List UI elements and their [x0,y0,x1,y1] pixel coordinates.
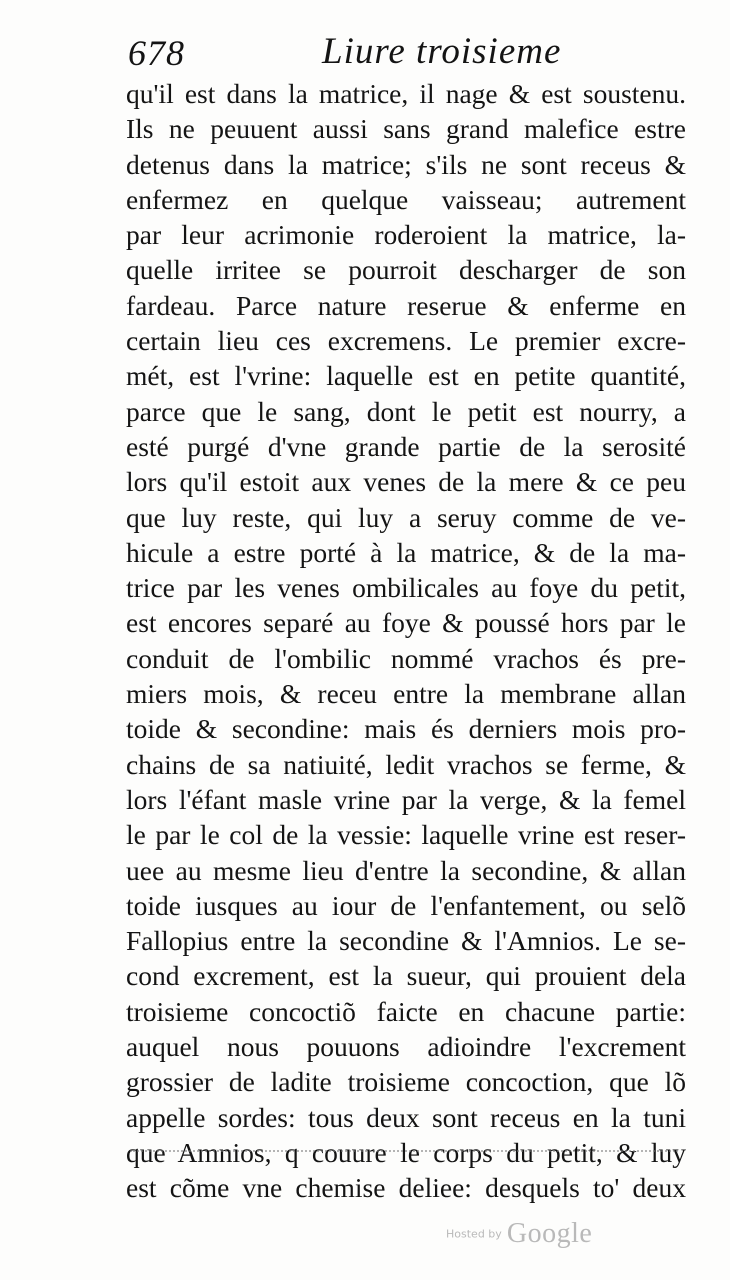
running-head: Liure troisieme [322,31,562,72]
text-line: qu'il est dans la matrice, il nage & est soustenu. [126,78,686,109]
text-line: lors l'éfant masle vrine par la verge, & la femel [126,783,686,815]
bottom-rule [130,1150,678,1154]
text-line: hicule a estre porté à la matrice, & de la ma- [126,536,686,568]
watermark-prefix: Hosted by [446,1227,502,1241]
text-line: fardeau. Parce nature reserue & enferme en [126,289,686,321]
hosted-by-watermark [446,1218,592,1250]
text-line: lors qu'il estoit aux venes de la mere & ce peu [126,466,686,498]
text-line: certain lieu ces excremens. Le premier excre- [126,325,686,357]
text-line: chains de sa natiuité, ledit vrachos se ferme, & [126,748,686,780]
body-text [126,76,686,1206]
text-line: grossier de ladite troisieme concoction, que lõ [126,1066,686,1098]
text-line: auquel nous pouuons adioindre l'excrement [126,1031,686,1063]
text-line: trice par les venes ombilicales au foye du petit, [126,572,686,604]
text-line: conduit de l'ombilic nommé vrachos és pre- [126,642,686,674]
text-line: Fallopius entre la secondine & l'Amnios. Le se- [126,925,686,957]
text-line: toide & secondine: mais és derniers mois pro- [126,713,686,745]
text-line: par leur acrimonie roderoient la matrice, la- [126,219,686,251]
text-line: mét, est l'vrine: laquelle est en petite quantité, [126,360,686,392]
text-line: le par le col de la vessie: laquelle vrine est reser- [126,819,686,851]
text-line: esté purgé d'vne grande partie de la serosité [126,430,686,462]
google-logo: Google [506,1218,593,1249]
page-number: 678 [128,33,185,73]
text-line: detenus dans la matrice; s'ils ne sont receus & [126,148,686,180]
text-line: est encores separé au foye & poussé hors par le [126,607,686,639]
text-line: quelle irritee se pourroit descharger de son [126,254,686,286]
text-line: uee au mesme lieu d'entre la secondine, & allan [126,854,686,886]
text-line: cond excrement, est la sueur, qui prouient dela [126,960,686,992]
text-line: est cõme vne chemise deliee: desquels to' deux [126,1172,686,1204]
text-line: toide iusques au iour de l'enfantement, ou selõ [126,889,686,921]
text-line: miers mois, & receu entre la membrane allan [126,678,686,710]
text-line: troisieme concoctiõ faicte en chacune partie: [126,995,686,1027]
text-line: que Amnios, q couure le corps du petit, & luy [126,1136,686,1168]
text-line: que luy reste, qui luy a seruy comme de ve- [126,501,686,533]
text-line: appelle sordes: tous deux sont receus en la tuni [126,1101,686,1133]
text-line: Ils ne peuuent aussi sans grand malefice estre [126,113,686,145]
text-line: parce que le sang, dont le petit est nourry, a [126,395,686,427]
text-line: enfermez en quelque vaisseau; autrement [126,183,686,215]
